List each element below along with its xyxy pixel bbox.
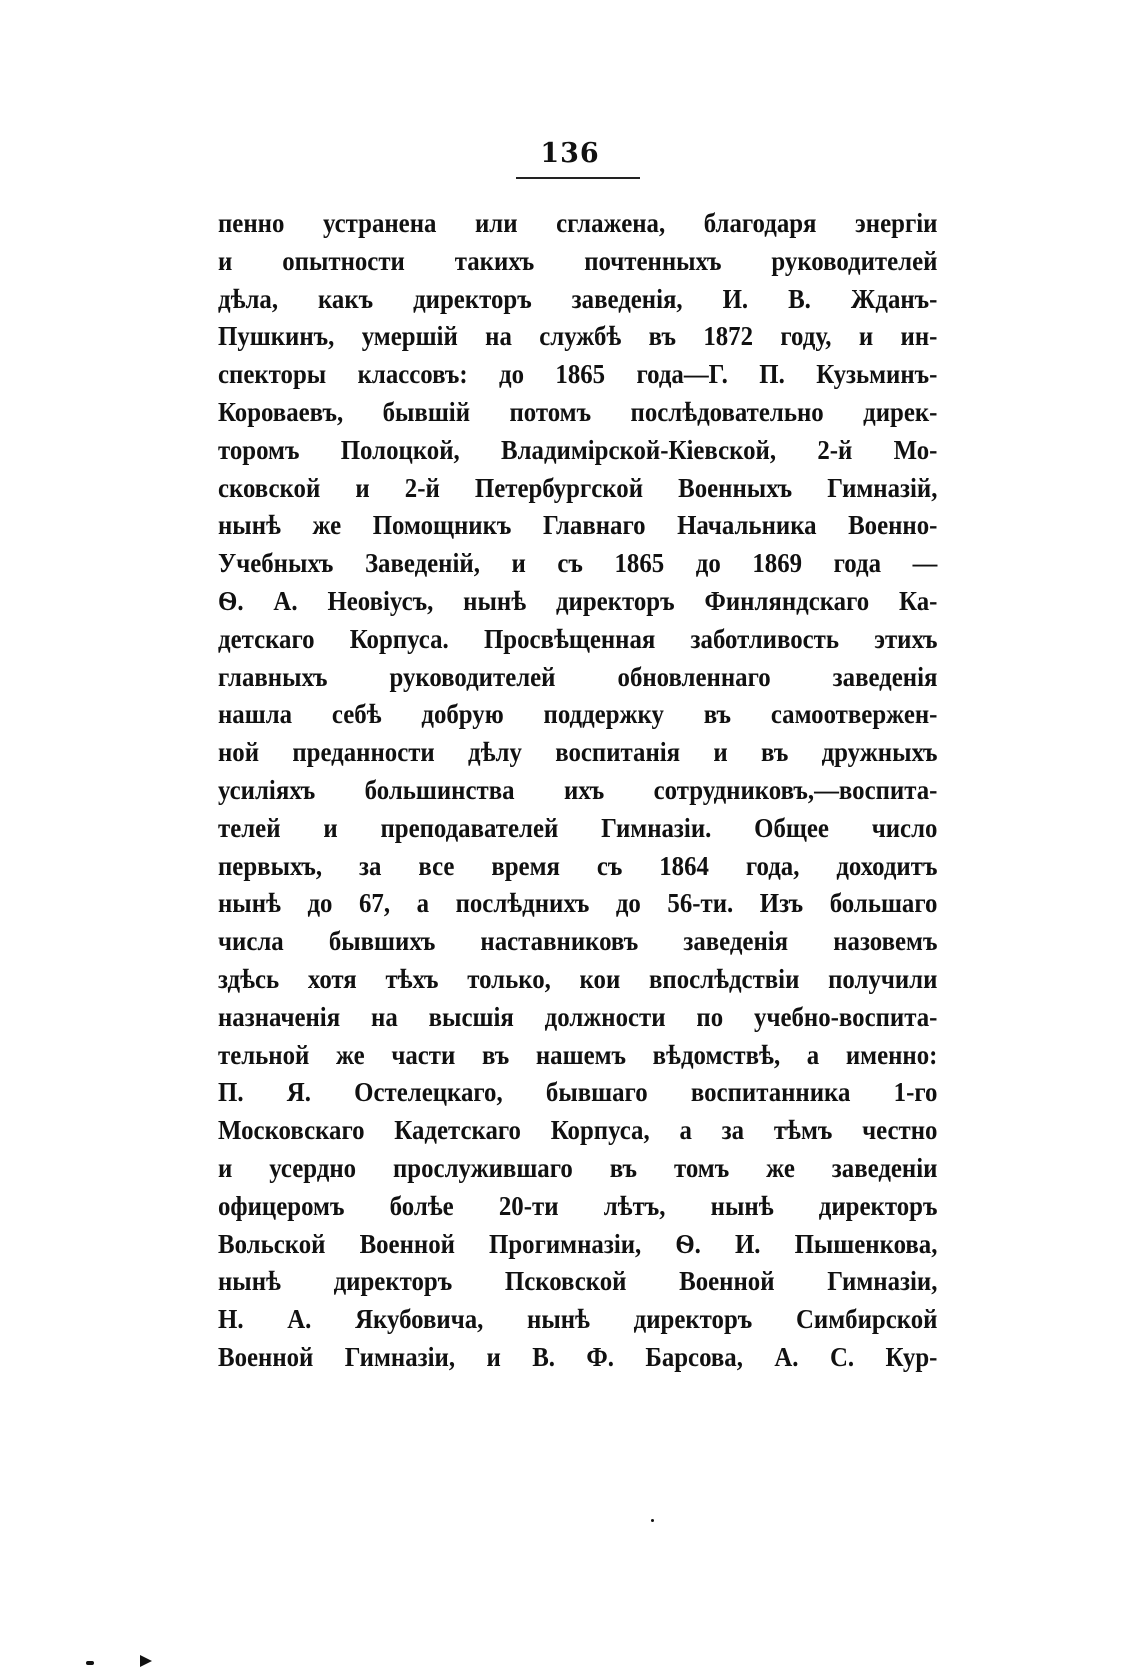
text-line: первыхъ, за все время съ 1864 года, доходитъ: [218, 850, 938, 881]
text-line: Учебныхъ Заведеній, и съ 1865 до 1869 года —: [218, 548, 938, 579]
text-line: пенно устранена или сглажена, благодаря энергіи: [218, 208, 938, 238]
text-line: нынѣ до 67, а послѣднихъ до 56-ти. Изъ большаго: [218, 888, 938, 919]
text-line: числа бывшихъ наставниковъ заведенія назовемъ: [218, 926, 938, 957]
print-speck: [651, 1519, 654, 1522]
body-text: [218, 205, 938, 1377]
text-line: нынѣ же Помощникъ Главнаго Начальника Военно-: [218, 510, 938, 541]
text-line: П. Я. Остелецкаго, бывшаго воспитанника 1-го: [218, 1077, 938, 1108]
text-line: Московскаго Кадетскаго Корпуса, а за тѣмъ честно: [218, 1115, 938, 1146]
text-line: сковской и 2-й Петербургской Военныхъ Гимназій,: [218, 472, 938, 503]
text-line: и усердно прослужившаго въ томъ же заведеніи: [218, 1152, 938, 1183]
text-line: спекторы классовъ: до 1865 года—Г. П. Кузьминъ-: [218, 359, 938, 390]
text-line: Военной Гимназіи, и В. Ф. Барсова, А. С. Кур-: [218, 1341, 938, 1372]
text-line: и опытности такихъ почтенныхъ руководителей: [218, 245, 938, 276]
text-line: дѣла, какъ директоръ заведенія, И. В. Жданъ-: [218, 283, 938, 314]
text-line: Ѳ. А. Неовіусъ, нынѣ директоръ Финляндскаго Ка-: [218, 585, 938, 616]
page-number-rule: [516, 177, 640, 179]
text-line: здѣсь хотя тѣхъ только, кои впослѣдствіи получили: [218, 963, 938, 994]
text-line: назначенія на высшія должности по учебно-воспита-: [218, 1001, 938, 1032]
page-number: 136: [540, 138, 600, 169]
text-line: Н. А. Якубовича, нынѣ директоръ Симбирской: [218, 1304, 938, 1335]
text-line: нашла себѣ добрую поддержку въ самоотвержен-: [218, 699, 938, 730]
text-line: главныхъ руководителей обновленнаго заведенія: [218, 661, 938, 692]
text-line: торомъ Полоцкой, Владимірской-Кіевской, 2-й Мо-: [218, 434, 938, 465]
text-line: офицеромъ болѣе 20-ти лѣтъ, нынѣ директоръ: [218, 1190, 938, 1221]
text-line: Короваевъ, бывшій потомъ послѣдовательно дирек-: [218, 396, 938, 427]
scan-mark-left: [86, 1661, 94, 1665]
scan-mark-arrow: [140, 1655, 152, 1667]
text-line: Вольской Военной Прогимназіи, Ѳ. И. Пышенкова,: [218, 1228, 938, 1259]
text-line: тельной же части въ нашемъ вѣдомствѣ, а именно:: [218, 1039, 938, 1070]
text-line: Пушкинъ, умершій на службѣ въ 1872 году, и ин-: [218, 321, 938, 352]
text-line: телей и преподавателей Гимназіи. Общее число: [218, 812, 938, 843]
text-line: ной преданности дѣлу воспитанія и въ дружныхъ: [218, 737, 938, 768]
text-line: детскаго Корпуса. Просвѣщенная заботливость этихъ: [218, 623, 938, 654]
text-line: усиліяхъ большинства ихъ сотрудниковъ,—воспита-: [218, 774, 938, 805]
text-line: нынѣ директоръ Псковской Военной Гимназіи,: [218, 1266, 938, 1297]
